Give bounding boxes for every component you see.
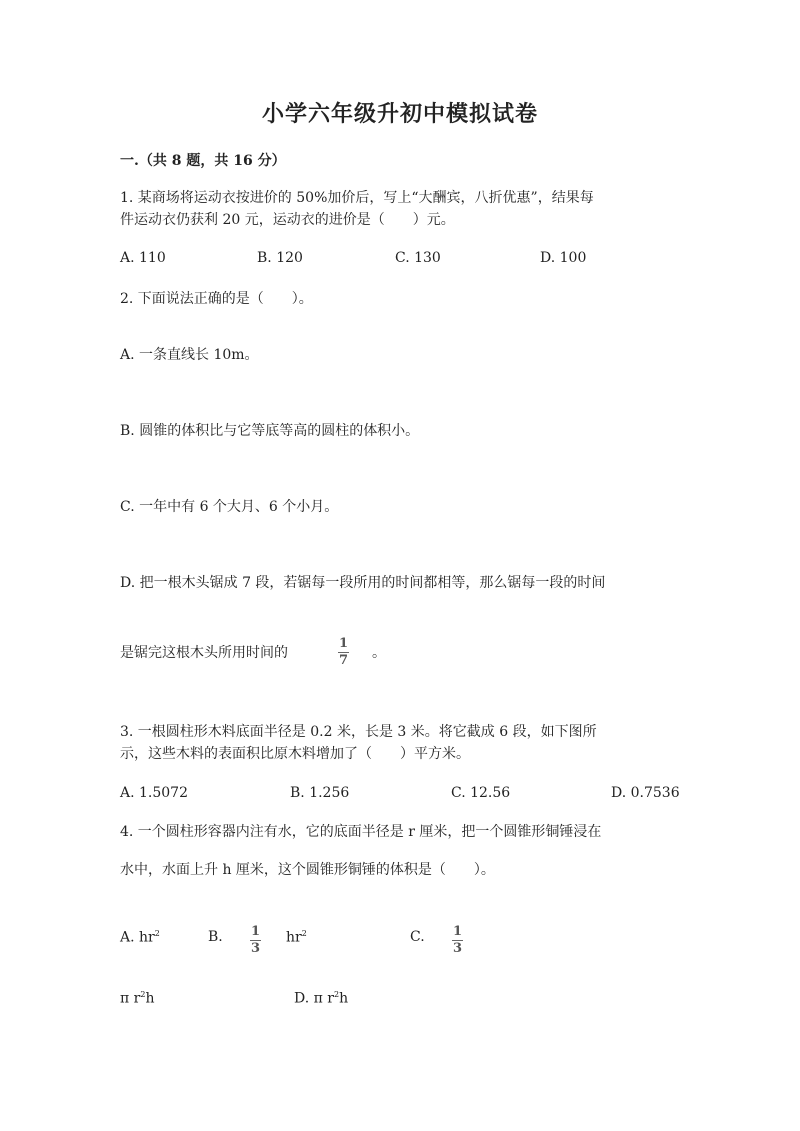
q4-option-c-label: C. bbox=[410, 929, 425, 945]
q3-option-d: D. 0.7536 bbox=[611, 785, 680, 801]
q3-stem-line1: 3. 一根圆柱形木料底面半径是 0.2 米，长是 3 米。将它截成 6 段，如下图所 bbox=[120, 724, 597, 740]
q4-option-d-tail: h bbox=[339, 990, 349, 1007]
q4-option-a bbox=[120, 929, 160, 946]
q4-stem-line2: 水中，水面上升 h 厘米，这个圆锥形铜锤的体积是（ ）。 bbox=[120, 862, 495, 878]
q3-stem-line2: 示，这些木料的表面积比原木料增加了（ ）平方米。 bbox=[120, 746, 470, 762]
fraction-numerator: 1 bbox=[250, 924, 261, 939]
exponent: 2 bbox=[140, 990, 146, 999]
q4-option-c-body: π r bbox=[120, 990, 141, 1007]
q2-fraction bbox=[338, 637, 349, 668]
q4-option-a-text: A. hr bbox=[120, 929, 155, 946]
q1-stem-line2: 件运动衣仍获利 20 元，运动衣的进价是（ ）元。 bbox=[120, 212, 455, 228]
q4-stem-line1: 4. 一个圆柱形容器内注有水，它的底面半径是 r 厘米，把一个圆锥形铜锤浸在 bbox=[120, 824, 602, 840]
q3-option-b: B. 1.256 bbox=[290, 785, 350, 801]
q2-option-b: B. 圆锥的体积比与它等底等高的圆柱的体积小。 bbox=[120, 423, 420, 439]
fraction-numerator: 1 bbox=[452, 924, 463, 939]
q1-option-d: D. 100 bbox=[540, 250, 587, 266]
q2-option-a: A. 一条直线长 10m。 bbox=[120, 347, 259, 363]
fraction-denominator: 3 bbox=[452, 941, 463, 956]
q3-option-c: C. 12.56 bbox=[451, 785, 511, 801]
q2-period: 。 bbox=[372, 645, 386, 661]
q4-option-b-label: B. bbox=[208, 929, 223, 945]
q3-option-a: A. 1.5072 bbox=[120, 785, 188, 801]
q4-option-b-body: hr bbox=[286, 929, 302, 946]
fraction-denominator: 7 bbox=[338, 653, 349, 668]
fraction-denominator: 3 bbox=[250, 941, 261, 956]
q2-option-d-line1: D. 把一根木头锯成 7 段，若锯每一段所用的时间都相等，那么锯每一段的时间 bbox=[120, 575, 606, 591]
q1-option-a: A. 110 bbox=[120, 250, 166, 266]
q1-stem-line1: 1. 某商场将运动衣按进价的 50%加价后，写上“大酬宾，八折优惠”，结果每 bbox=[120, 190, 594, 206]
exponent: 2 bbox=[154, 929, 160, 938]
q4-option-b-text bbox=[286, 929, 307, 946]
q2-option-d-line2: 是锯完这根木头所用时间的 bbox=[120, 645, 288, 661]
q2-stem: 2. 下面说法正确的是（ ）。 bbox=[120, 291, 313, 307]
page-title: 小学六年级升初中模拟试卷 bbox=[261, 101, 538, 127]
q4-option-c-tail: h bbox=[145, 990, 155, 1007]
fraction-numerator: 1 bbox=[338, 636, 349, 651]
q1-option-b: B. 120 bbox=[257, 250, 303, 266]
q4-option-c-continued bbox=[120, 990, 154, 1007]
exponent: 2 bbox=[333, 990, 340, 999]
q4-option-b-fraction bbox=[250, 925, 261, 956]
q2-option-c: C. 一年中有 6 个大月、6 个小月。 bbox=[120, 499, 339, 515]
q4-option-d-body: D. π r bbox=[294, 990, 334, 1007]
section-heading: 一.（共 8 题，共 16 分） bbox=[120, 153, 286, 169]
exponent: 2 bbox=[301, 929, 307, 938]
q1-option-c: C. 130 bbox=[395, 250, 441, 266]
q4-option-c-fraction bbox=[452, 925, 463, 956]
q4-option-d bbox=[294, 990, 348, 1007]
